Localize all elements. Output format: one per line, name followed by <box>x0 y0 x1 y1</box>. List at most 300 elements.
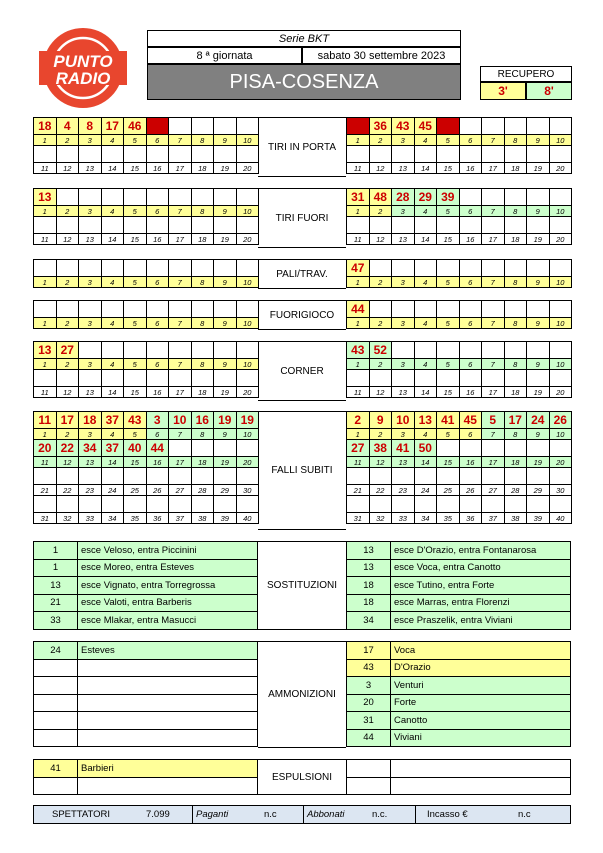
index-cell: 12 <box>369 234 392 245</box>
minute-cell <box>482 301 505 318</box>
minute-cell <box>236 260 259 277</box>
paganti-label: Paganti <box>196 809 229 820</box>
minute: 18 <box>347 594 391 612</box>
minute-cell: 49 <box>146 118 169 135</box>
index-cell: 6 <box>146 277 169 288</box>
index-cell: 2 <box>369 206 392 217</box>
index-cell: 18 <box>191 387 214 398</box>
home-grid <box>33 117 259 174</box>
description <box>78 729 258 747</box>
minute-cell <box>169 189 192 206</box>
minute-cell: 13 <box>34 342 57 359</box>
minute-cell <box>437 217 460 234</box>
minute-cell <box>549 342 572 359</box>
index-cell: 16 <box>146 234 169 245</box>
match-title: PISA-COSENZA <box>147 64 461 100</box>
minute-cell: 47 <box>347 260 370 277</box>
minute-cell <box>146 217 169 234</box>
minute-cell <box>146 189 169 206</box>
index-cell: 14 <box>101 387 124 398</box>
index-cell: 2 <box>369 429 392 440</box>
index-cell: 12 <box>369 457 392 468</box>
index-cell: 26 <box>146 485 169 496</box>
index-cell: 27 <box>482 485 505 496</box>
index-cell: 4 <box>101 135 124 146</box>
minute-cell <box>369 217 392 234</box>
description: esce Marras, entra Florenzi <box>391 594 571 612</box>
home-grid <box>33 259 259 288</box>
minute-cell <box>414 370 437 387</box>
minute-cell <box>504 301 527 318</box>
index-cell: 20 <box>549 163 572 174</box>
index-cell: 18 <box>504 234 527 245</box>
description <box>78 694 258 712</box>
index-cell: 12 <box>369 387 392 398</box>
index-cell: 1 <box>34 206 57 217</box>
minute-cell <box>101 342 124 359</box>
index-cell: 7 <box>169 359 192 370</box>
minute: 13 <box>347 559 391 577</box>
minute-cell <box>549 118 572 135</box>
index-cell: 1 <box>347 429 370 440</box>
minute-cell <box>191 370 214 387</box>
index-cell: 5 <box>437 135 460 146</box>
index-cell: 20 <box>549 387 572 398</box>
substitutions-away <box>346 541 571 630</box>
index-cell: 5 <box>124 206 147 217</box>
minute <box>34 777 78 795</box>
index-cell: 8 <box>191 206 214 217</box>
list-row <box>34 594 258 612</box>
minute-cell <box>527 217 550 234</box>
index-cell: 14 <box>414 457 437 468</box>
index-cell: 7 <box>482 135 505 146</box>
minute-cell <box>124 301 147 318</box>
minute-cell <box>101 301 124 318</box>
minute: 3 <box>347 677 391 695</box>
index-cell: 8 <box>504 206 527 217</box>
minute-cell <box>549 146 572 163</box>
minute-cell <box>191 468 214 485</box>
description: D'Orazio <box>391 659 571 677</box>
minute-cell <box>437 260 460 277</box>
minute-cell <box>79 260 102 277</box>
index-cell: 10 <box>236 135 259 146</box>
minute: 20 <box>347 694 391 712</box>
index-cell: 10 <box>236 429 259 440</box>
minute-cell <box>504 260 527 277</box>
index-cell: 24 <box>101 485 124 496</box>
minute-cell <box>214 146 237 163</box>
index-cell: 2 <box>56 318 79 329</box>
minute-cell <box>414 301 437 318</box>
minute-cell: 19 <box>214 412 237 429</box>
minute-cell: 38 <box>369 440 392 457</box>
minute-cell <box>146 496 169 513</box>
minute-cell: 4 <box>56 118 79 135</box>
index-cell: 2 <box>56 277 79 288</box>
index-cell: 6 <box>146 135 169 146</box>
minute-cell <box>214 301 237 318</box>
incasso-value: n.c <box>518 809 531 820</box>
minute-cell <box>482 496 505 513</box>
minute-cell <box>101 146 124 163</box>
minute-cell: 41 <box>437 412 460 429</box>
minute-cell <box>347 146 370 163</box>
minute-cell <box>191 496 214 513</box>
index-cell: 13 <box>79 163 102 174</box>
index-cell: 21 <box>34 485 57 496</box>
description: esce Praszelik, entra Viviani <box>391 612 571 630</box>
description: esce Valoti, entra Barberis <box>78 594 258 612</box>
minute-cell <box>101 370 124 387</box>
minute-cell <box>437 301 460 318</box>
index-cell: 6 <box>146 318 169 329</box>
index-cell: 34 <box>414 513 437 524</box>
minute-cell <box>214 468 237 485</box>
index-cell: 4 <box>101 359 124 370</box>
minute-cell <box>146 370 169 387</box>
home-grid <box>33 188 259 245</box>
index-cell: 13 <box>79 387 102 398</box>
index-cell: 40 <box>549 513 572 524</box>
description: Venturi <box>391 677 571 695</box>
minute-cell <box>459 217 482 234</box>
minute-cell <box>236 189 259 206</box>
index-cell: 14 <box>101 457 124 468</box>
recupero-first-half: 3' <box>480 82 526 100</box>
minute-cell <box>414 468 437 485</box>
minute-cell <box>124 189 147 206</box>
minute-cell <box>101 468 124 485</box>
index-cell: 5 <box>437 318 460 329</box>
index-cell: 6 <box>459 359 482 370</box>
index-cell: 7 <box>169 429 192 440</box>
minute-cell: 44 <box>146 440 169 457</box>
minute-cell <box>504 342 527 359</box>
description: Canotto <box>391 712 571 730</box>
minute-cell <box>414 496 437 513</box>
minute-cell: 44 <box>347 301 370 318</box>
minute-cell <box>437 146 460 163</box>
minute <box>347 777 391 795</box>
punto-radio-logo <box>37 26 129 110</box>
logo-line2: RADIO <box>55 69 111 88</box>
minute-cell <box>146 146 169 163</box>
index-cell: 3 <box>392 206 415 217</box>
index-cell: 9 <box>214 429 237 440</box>
minute-cell <box>191 118 214 135</box>
index-cell: 25 <box>437 485 460 496</box>
minute-cell <box>504 217 527 234</box>
minute-cell <box>414 260 437 277</box>
index-cell: 7 <box>169 135 192 146</box>
minute-cell <box>549 301 572 318</box>
substitutions-home <box>33 541 258 630</box>
index-cell: 8 <box>504 135 527 146</box>
minute-cell <box>214 189 237 206</box>
minute-cell <box>392 468 415 485</box>
stat-label: PALI/TRAV. <box>258 259 346 289</box>
index-cell: 4 <box>414 277 437 288</box>
minute-cell <box>459 260 482 277</box>
index-cell: 10 <box>549 277 572 288</box>
index-cell: 5 <box>124 359 147 370</box>
index-cell: 5 <box>124 429 147 440</box>
minute-cell <box>214 342 237 359</box>
minute: 21 <box>34 594 78 612</box>
minute-cell <box>504 370 527 387</box>
minute-cell <box>214 440 237 457</box>
list-row <box>34 760 258 778</box>
list-row <box>347 642 571 660</box>
away-grid <box>346 341 572 398</box>
minute-cell <box>527 118 550 135</box>
index-cell: 3 <box>79 318 102 329</box>
index-cell: 20 <box>549 457 572 468</box>
index-cell: 4 <box>414 206 437 217</box>
spettatori-label: SPETTATORI <box>52 809 111 820</box>
minute-cell <box>236 440 259 457</box>
minute-cell <box>392 260 415 277</box>
minute-cell <box>549 370 572 387</box>
index-cell: 5 <box>437 359 460 370</box>
index-cell: 3 <box>79 429 102 440</box>
index-cell: 25 <box>124 485 147 496</box>
list-row <box>347 542 571 560</box>
description <box>78 677 258 695</box>
minute-cell: 9 <box>369 412 392 429</box>
index-cell: 19 <box>527 234 550 245</box>
index-cell: 3 <box>79 135 102 146</box>
minute-cell <box>482 146 505 163</box>
index-cell: 37 <box>169 513 192 524</box>
minute-cell: 45 <box>459 412 482 429</box>
index-cell: 4 <box>101 318 124 329</box>
index-cell: 8 <box>191 429 214 440</box>
minute-cell: 29 <box>414 189 437 206</box>
index-cell: 1 <box>347 135 370 146</box>
index-cell: 3 <box>392 359 415 370</box>
index-cell: 15 <box>437 163 460 174</box>
index-cell: 10 <box>549 359 572 370</box>
index-cell: 16 <box>459 163 482 174</box>
minute-cell <box>56 370 79 387</box>
minute-cell: 50 <box>414 440 437 457</box>
minute-cell <box>56 468 79 485</box>
index-cell: 1 <box>34 277 57 288</box>
stat-label: TIRI FUORI <box>258 188 346 248</box>
minute-cell: 18 <box>34 118 57 135</box>
minute-cell <box>527 496 550 513</box>
minute-cell: 8 <box>79 118 102 135</box>
index-cell: 22 <box>56 485 79 496</box>
minute <box>34 712 78 730</box>
index-cell: 2 <box>56 135 79 146</box>
index-cell: 9 <box>214 277 237 288</box>
minute-cell <box>214 370 237 387</box>
minute-cell <box>459 301 482 318</box>
index-cell: 30 <box>236 485 259 496</box>
minute-cell <box>124 468 147 485</box>
index-cell: 12 <box>56 457 79 468</box>
index-cell: 6 <box>459 206 482 217</box>
minute <box>34 659 78 677</box>
index-cell: 32 <box>369 513 392 524</box>
minute-cell <box>169 301 192 318</box>
minute-cell <box>34 301 57 318</box>
minute-cell <box>169 118 192 135</box>
index-cell: 6 <box>459 135 482 146</box>
index-cell: 6 <box>459 429 482 440</box>
minute-cell <box>214 217 237 234</box>
index-cell: 1 <box>34 429 57 440</box>
paganti-value: n.c <box>264 809 277 820</box>
list-row <box>347 760 571 778</box>
abbonati-value: n.c. <box>372 809 388 820</box>
minute-cell <box>79 217 102 234</box>
minute-cell <box>169 260 192 277</box>
minute-cell: 43 <box>124 412 147 429</box>
stat-label: TIRI IN PORTA <box>258 117 346 177</box>
index-cell: 29 <box>527 485 550 496</box>
index-cell: 19 <box>214 457 237 468</box>
index-cell: 17 <box>169 163 192 174</box>
index-cell: 16 <box>459 457 482 468</box>
minute-cell <box>34 468 57 485</box>
minute-cell: 53 <box>437 118 460 135</box>
index-cell: 3 <box>79 359 102 370</box>
recupero-second-half: 8' <box>526 82 572 100</box>
minute-cell: 17 <box>504 412 527 429</box>
minute-cell <box>392 301 415 318</box>
minute-cell: 36 <box>369 118 392 135</box>
minute-cell <box>392 342 415 359</box>
index-cell: 7 <box>169 318 192 329</box>
minute-cell <box>504 146 527 163</box>
index-cell: 10 <box>236 206 259 217</box>
minute-cell <box>236 342 259 359</box>
index-cell: 28 <box>504 485 527 496</box>
description: esce Voca, entra Canotto <box>391 559 571 577</box>
minute-cell: 27 <box>347 440 370 457</box>
index-cell: 1 <box>34 135 57 146</box>
matchday: 8 ª giornata <box>147 47 302 64</box>
index-cell: 17 <box>482 457 505 468</box>
index-cell: 18 <box>191 457 214 468</box>
list-row <box>347 612 571 630</box>
minute-cell <box>124 496 147 513</box>
minute: 44 <box>347 729 391 747</box>
description: esce Mlakar, entra Masucci <box>78 612 258 630</box>
index-cell: 40 <box>236 513 259 524</box>
index-cell: 24 <box>414 485 437 496</box>
league-name: Serie BKT <box>147 30 461 47</box>
index-cell: 35 <box>437 513 460 524</box>
index-cell: 10 <box>549 429 572 440</box>
index-cell: 14 <box>101 234 124 245</box>
index-cell: 22 <box>369 485 392 496</box>
index-cell: 15 <box>437 387 460 398</box>
minute-cell: 17 <box>56 412 79 429</box>
minute: 34 <box>347 612 391 630</box>
minute-cell <box>56 146 79 163</box>
list-row <box>347 659 571 677</box>
description: Voca <box>391 642 571 660</box>
index-cell: 9 <box>527 318 550 329</box>
minute-cell <box>191 301 214 318</box>
minute-cell <box>459 189 482 206</box>
minute-cell <box>459 342 482 359</box>
minute-cell: 13 <box>34 189 57 206</box>
index-cell: 23 <box>392 485 415 496</box>
minute-cell <box>56 217 79 234</box>
index-cell: 16 <box>146 387 169 398</box>
index-cell: 13 <box>79 234 102 245</box>
minute: 33 <box>34 612 78 630</box>
list-row <box>34 694 258 712</box>
minute-cell <box>34 260 57 277</box>
list-row <box>347 694 571 712</box>
minute-cell <box>56 189 79 206</box>
spettatori-value: 7.099 <box>146 809 170 820</box>
index-cell: 17 <box>482 234 505 245</box>
minute-cell <box>369 146 392 163</box>
minute-cell <box>146 260 169 277</box>
minute-cell <box>504 189 527 206</box>
index-cell: 36 <box>459 513 482 524</box>
minute: 18 <box>347 577 391 595</box>
index-cell: 18 <box>191 163 214 174</box>
minute-cell <box>527 468 550 485</box>
minute-cell: 43 <box>392 118 415 135</box>
minute-cell <box>169 342 192 359</box>
minute-cell: 2 <box>347 412 370 429</box>
minute-cell <box>101 217 124 234</box>
yellow-cards-away <box>346 641 571 747</box>
index-cell: 29 <box>214 485 237 496</box>
index-cell: 3 <box>392 277 415 288</box>
index-cell: 19 <box>214 163 237 174</box>
index-cell: 4 <box>414 135 437 146</box>
index-cell: 9 <box>527 429 550 440</box>
minute-cell <box>504 468 527 485</box>
description <box>78 777 258 795</box>
minute-cell: 5 <box>482 412 505 429</box>
index-cell: 15 <box>437 234 460 245</box>
index-cell: 18 <box>191 234 214 245</box>
minute-cell <box>124 146 147 163</box>
minute-cell <box>437 342 460 359</box>
index-cell: 13 <box>392 163 415 174</box>
minute-cell <box>414 146 437 163</box>
minute-cell <box>34 146 57 163</box>
minute-cell: 19 <box>236 412 259 429</box>
minute-cell <box>392 146 415 163</box>
index-cell: 23 <box>79 485 102 496</box>
minute-cell <box>459 370 482 387</box>
minute-cell: 6 <box>347 118 370 135</box>
minute-cell <box>79 146 102 163</box>
minute-cell <box>549 260 572 277</box>
minute-cell <box>347 217 370 234</box>
minute-cell <box>392 370 415 387</box>
minute: 1 <box>34 542 78 560</box>
index-cell: 8 <box>191 318 214 329</box>
minute-cell <box>214 118 237 135</box>
description <box>391 777 571 795</box>
minute-cell <box>79 189 102 206</box>
